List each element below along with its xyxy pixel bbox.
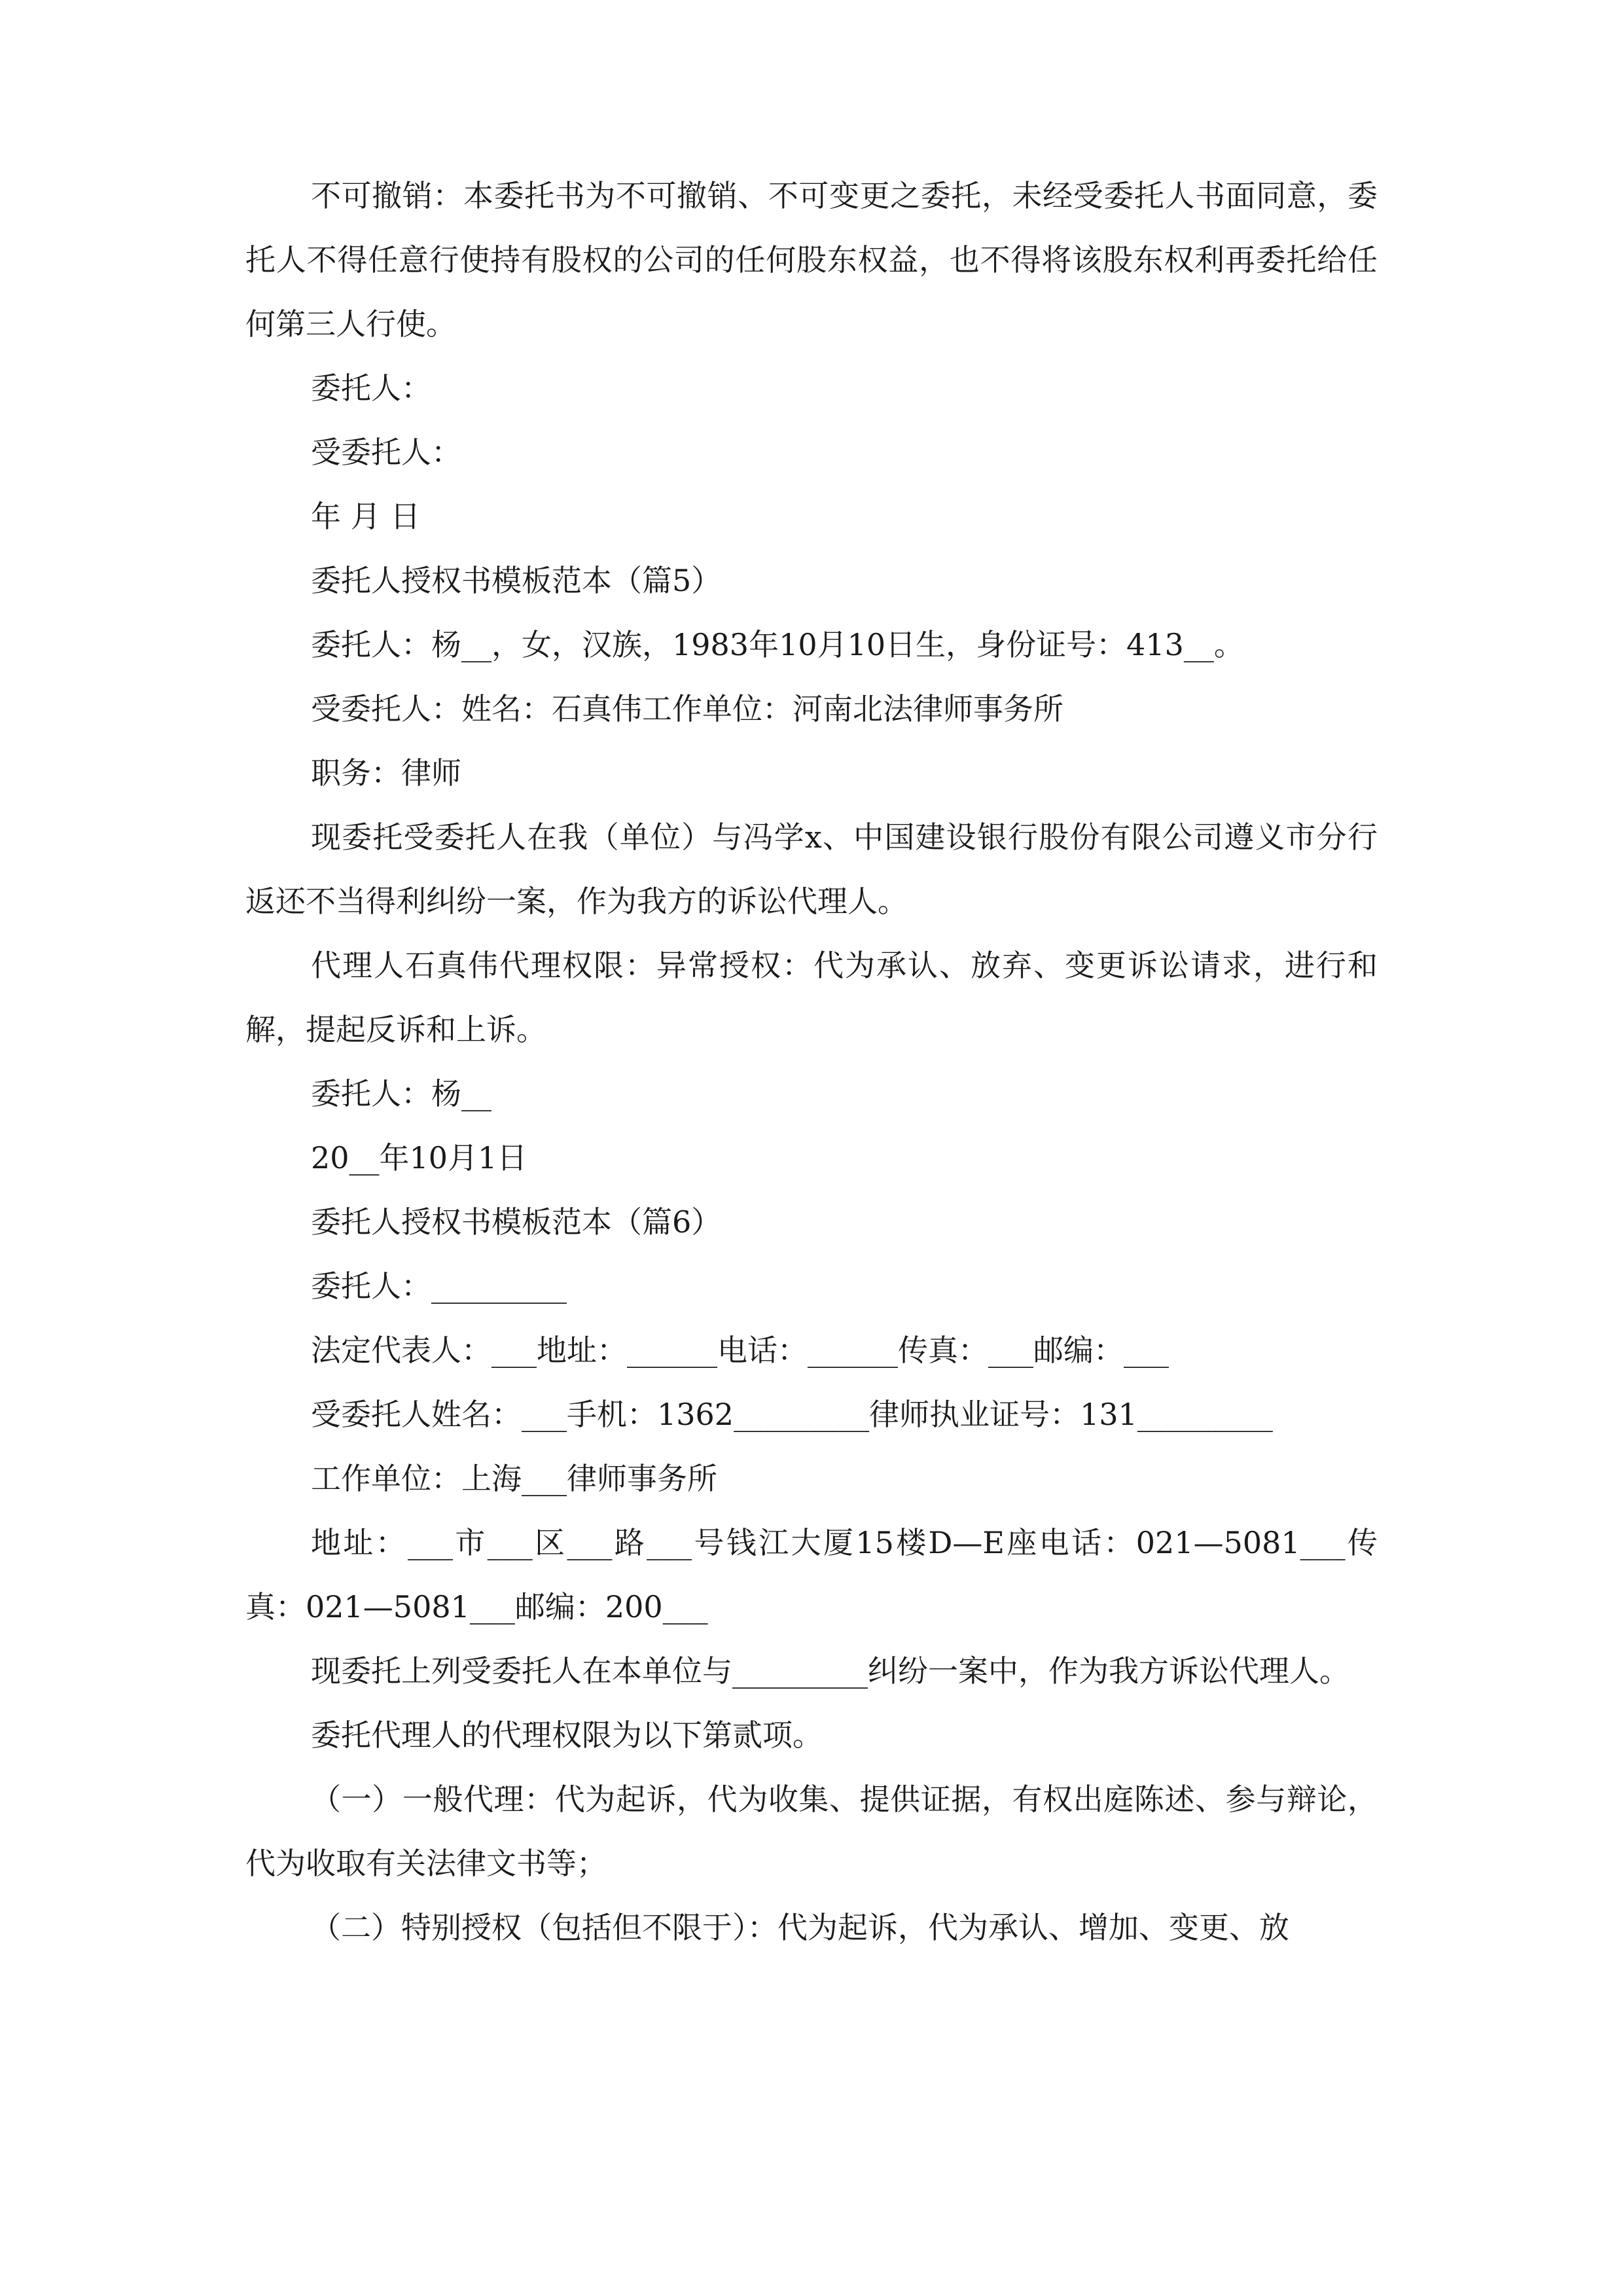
- paragraph-workplace: 工作单位：上海___律师事务所: [311, 1461, 717, 1496]
- paragraph-agent-info: 受委托人：姓名：石真伟工作单位：河南北法律师事务所: [311, 691, 1063, 726]
- document-page: [245, 164, 1378, 1960]
- paragraph-principal: 委托人：: [311, 370, 431, 406]
- paragraph-agent: 受委托人：: [311, 435, 461, 470]
- section-title-5: 委托人授权书模板范本（篇5）: [311, 563, 722, 598]
- paragraph-special-authority: （二）特别授权（包括但不限于）：代为起诉，代为承认、增加、变更、放: [311, 1910, 1289, 1945]
- paragraph-position: 职务：律师: [311, 755, 461, 791]
- paragraph-irrevocable: 不可撤销：本委托书为不可撤销、不可变更之委托，未经受委托人书面同意，委托人不得任意行使持有股权的公司的任何股东权益，也不得将该股东权利再委托给任何第三人行使。: [245, 178, 1378, 342]
- paragraph-commission-6: 现委托上列受委托人在本单位与_________纠纷一案中，作为我方诉讼代理人。: [311, 1653, 1349, 1689]
- paragraph-address: 地址：___市___区___路___号钱江大厦15楼D—E座电话：021—5081___传真：021—5081___邮编：200___: [245, 1525, 1378, 1624]
- paragraph-principal-blank: 委托人：_________: [311, 1268, 567, 1304]
- paragraph-commission: 现委托受委托人在我（单位）与冯学x、中国建设银行股份有限公司遵义市分行返还不当得利纠纷一案，作为我方的诉讼代理人。: [245, 819, 1378, 919]
- paragraph-date: 年 月 日: [311, 499, 421, 534]
- paragraph-legal-rep: 法定代表人：___地址：______电话：______传真：___邮编：___: [311, 1333, 1169, 1368]
- paragraph-general-agency: （一）一般代理：代为起诉，代为收集、提供证据，有权出庭陈述、参与辩论，代为收取有关法律文书等；: [245, 1782, 1378, 1881]
- paragraph-principal-sign: 委托人：杨__: [311, 1076, 491, 1111]
- paragraph-authority-scope: 委托代理人的代理权限为以下第贰项。: [311, 1717, 823, 1753]
- paragraph-sign-date: 20__年10月1日: [311, 1140, 527, 1175]
- paragraph-agent-contact: 受委托人姓名：___手机：1362_________律师执业证号：131_________: [311, 1397, 1273, 1432]
- paragraph-authority: 代理人石真伟代理权限：异常授权：代为承认、放弃、变更诉讼请求，进行和解，提起反诉和上诉。: [245, 948, 1378, 1047]
- section-title-6: 委托人授权书模板范本（篇6）: [311, 1204, 722, 1240]
- paragraph-principal-info: 委托人：杨__，女，汉族，1983年10月10日生，身份证号：413__。: [311, 627, 1244, 662]
